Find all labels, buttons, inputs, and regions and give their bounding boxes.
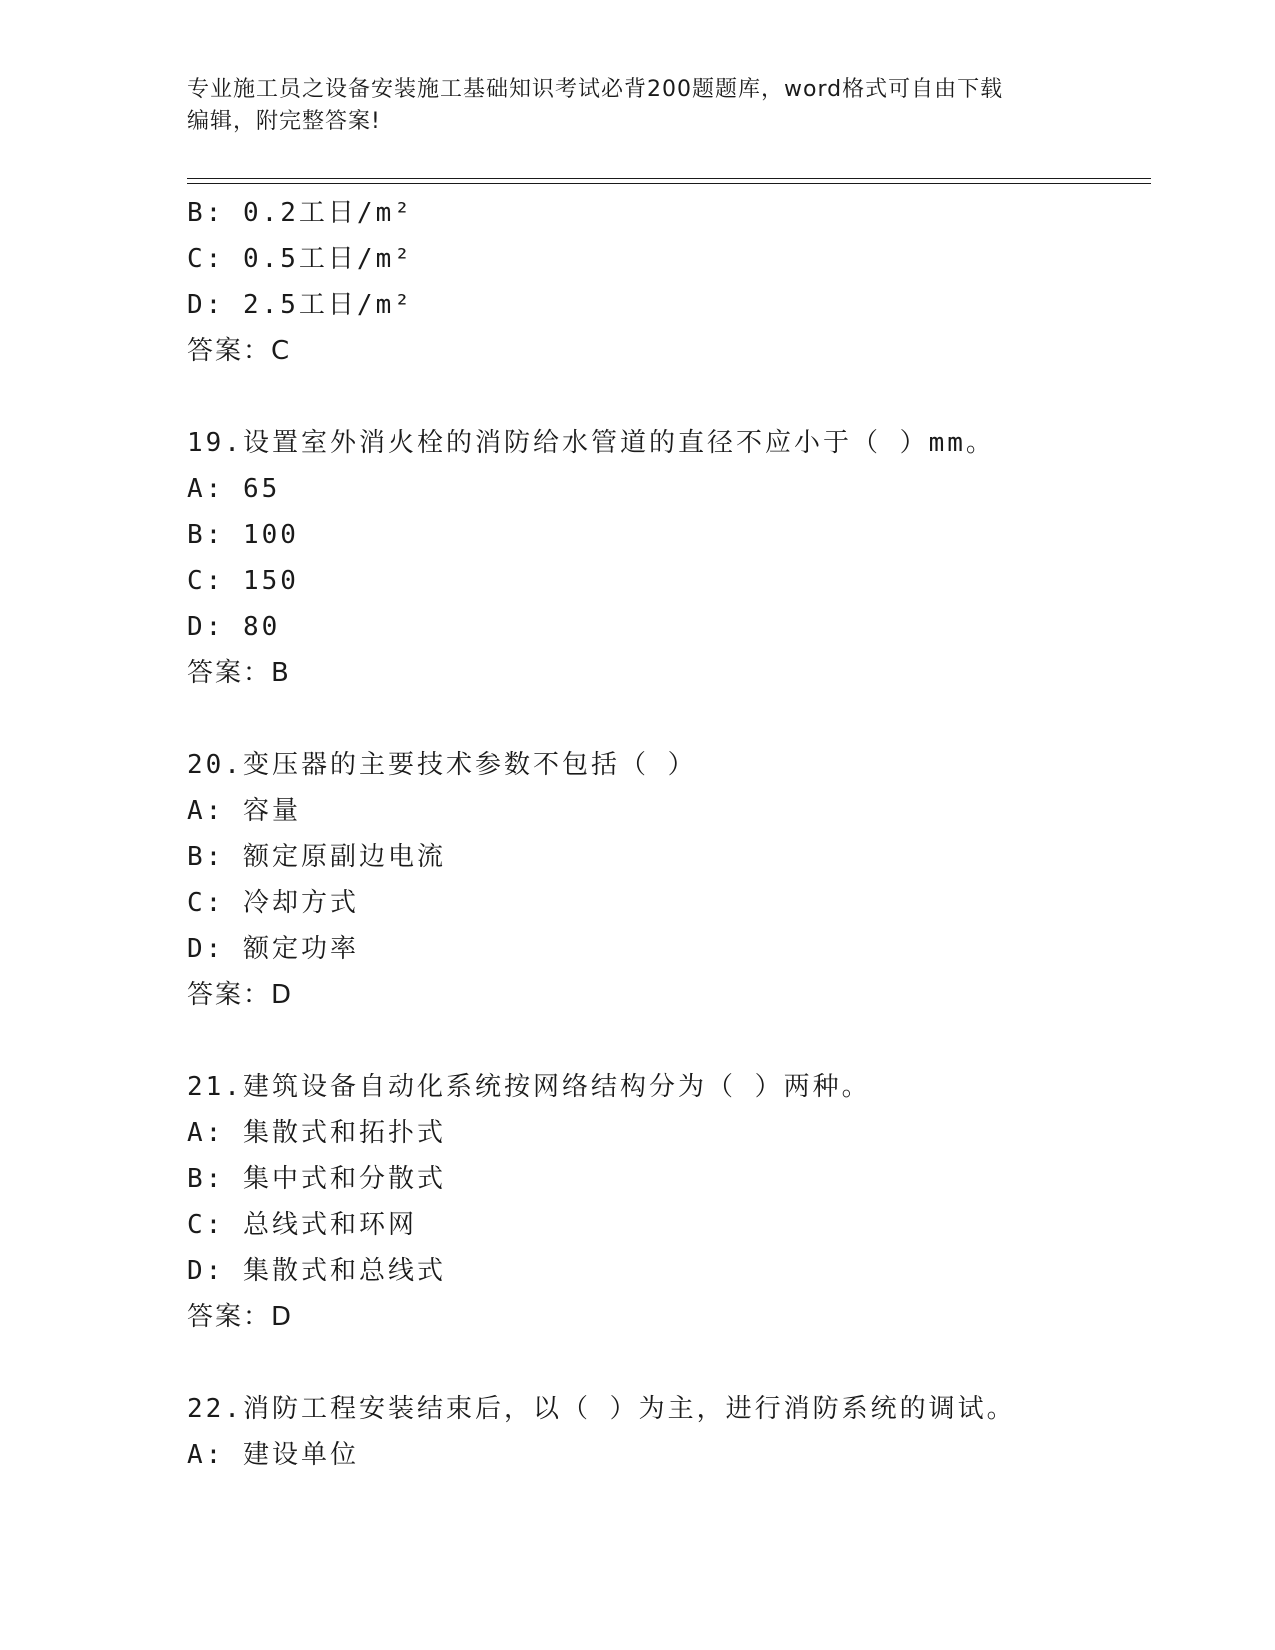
blank-line [187,1340,1187,1386]
option-line: A: 建设单位 [187,1440,359,1470]
document-header [187,74,1087,138]
answer-line: 答案：B [187,658,291,688]
question-text: 22.消防工程安装结束后，以（ ）为主，进行消防系统的调试。 [187,1394,1016,1424]
option-line: B: 100 [187,520,299,550]
question-text: 21.建筑设备自动化系统按网络结构分为（ ）两种。 [187,1072,871,1102]
option-line: C: 0.5工日/m² [187,244,413,274]
option-line: B: 0.2工日/m² [187,198,413,228]
option-line: C: 总线式和环网 [187,1210,417,1240]
option-line: C: 150 [187,566,299,596]
answer-line: 答案：D [187,1302,294,1332]
header-divider-top [187,178,1151,179]
option-line: D: 集散式和总线式 [187,1256,446,1286]
header-divider-bottom [187,183,1151,184]
header-line-1: 专业施工员之设备安装施工基础知识考试必背200题题库，word格式可自由下载 [187,77,1004,102]
question-text: 20.变压器的主要技术参数不包括（ ） [187,750,697,780]
option-line: D: 80 [187,612,281,642]
blank-line [187,374,1187,420]
header-line-2: 编辑，附完整答案! [187,109,381,134]
option-line: B: 额定原副边电流 [187,842,446,872]
option-line: C: 冷却方式 [187,888,359,918]
option-line: D: 额定功率 [187,934,359,964]
answer-line: 答案：C [187,336,292,366]
option-line: A: 65 [187,474,281,504]
blank-line [187,696,1187,742]
option-line: D: 2.5工日/m² [187,290,413,320]
answer-line: 答案：D [187,980,294,1010]
option-line: A: 集散式和拓扑式 [187,1118,446,1148]
option-line: B: 集中式和分散式 [187,1164,446,1194]
option-line: A: 容量 [187,796,301,826]
question-text: 19.设置室外消火栓的消防给水管道的直径不应小于（ ）mm。 [187,428,995,458]
blank-line [187,1018,1187,1064]
question-list [187,190,1187,1478]
